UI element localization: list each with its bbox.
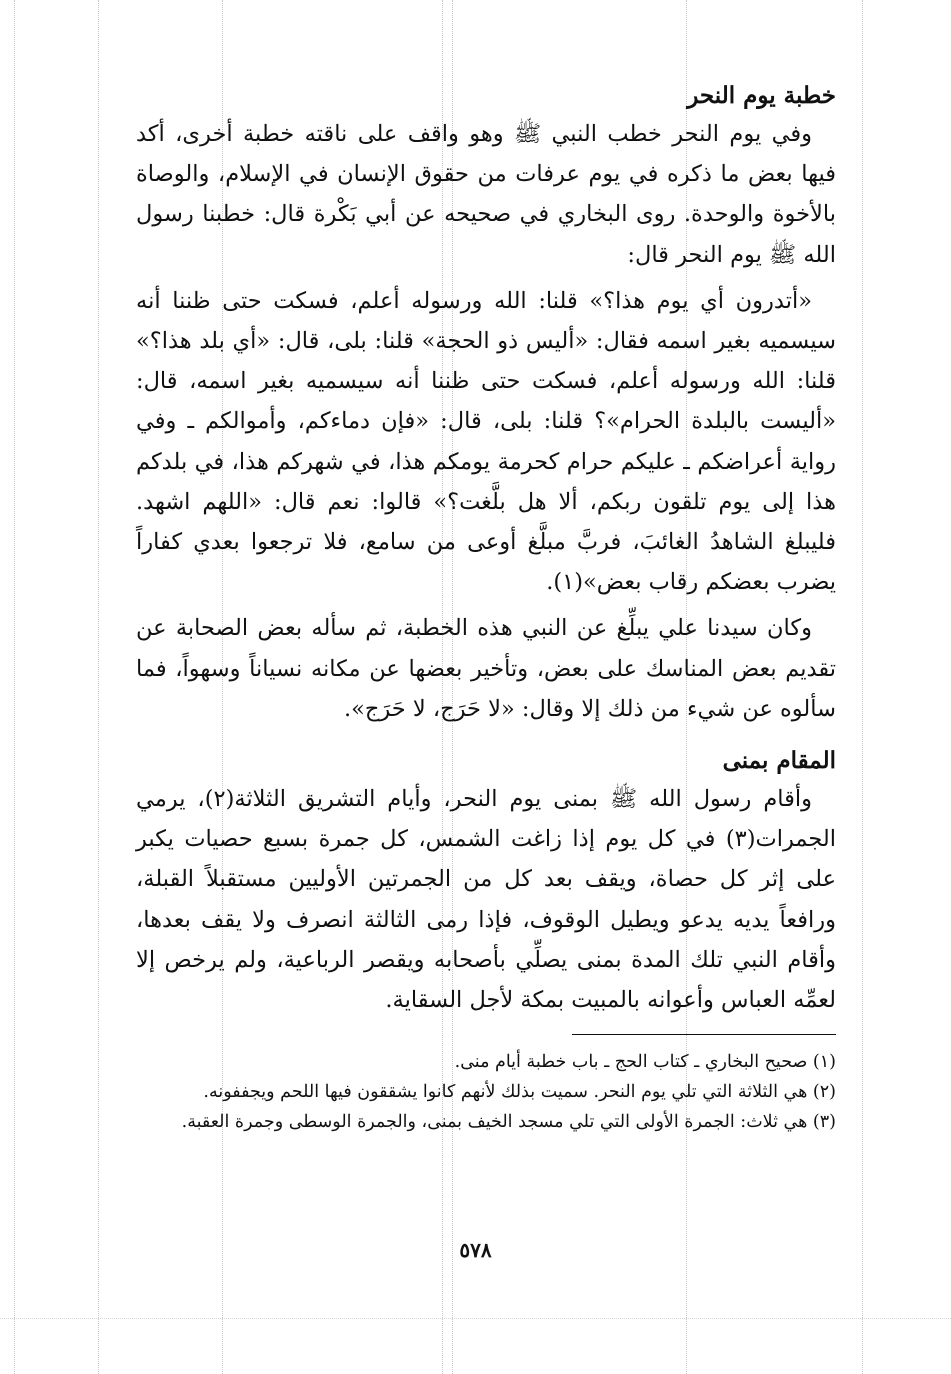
scan-guide-line (0, 1318, 951, 1319)
footnote-separator (572, 1034, 836, 1035)
paragraph-hadith-quote: «أتدرون أي يوم هذا؟» قلنا: الله ورسوله أعلم، فسكت حتى ظننا أنه سيسميه بغير اسمه فقال: «أليس ذو الحجة» قلنا: بلى، قال: «أي بلد هذا؟» قلنا: الله ورسوله أعلم، فسكت حتى ظننا أنه سيسميه بغير اسمه، قال: «أليست بالبلدة الحرام»؟ قلنا: بلى، قال: «فإن دماءكم، وأموالكم ـ وفي رواية أعراضكم ـ عليكم حرام كحرمة يومكم هذا، في شهركم هذا، في بلدكم هذا إلى يوم تلقون ربكم، ألا هل بلَّغت؟» قالوا: نعم قال: «اللهم اشهد. فليبلغ الشاهدُ الغائبَ، فربَّ مبلَّغ أوعى من سامع، فلا ترجعوا بعدي كفاراً يضرب بعضكم رقاب بعض»(١). (136, 287, 836, 596)
document-page (136, 72, 836, 1137)
paragraph: وفي يوم النحر خطب النبي ﷺ وهو واقف على ناقته خطبة أخرى، أكد فيها بعض ما ذكره في يوم عرفات من حقوق الإنسان في الإسلام، والوصاة بالأخوة والوحدة. روى البخاري في صحيحه عن أبي بَكْرة قال: خطبنا رسول الله ﷺ يوم النحر قال: (136, 121, 836, 268)
section-heading-mina: المقام بمنى (722, 747, 836, 775)
footnote-1: (١) صحيح البخاري ـ كتاب الحج ـ باب خطبة أيام منى. (454, 1052, 836, 1073)
scan-guide-line (862, 0, 863, 1374)
scan-guide-line (14, 0, 15, 1374)
footnotes (136, 1047, 836, 1137)
footnote-2: (٢) هي الثلاثة التي تلي يوم النحر. سميت بذلك لأنهم كانوا يشققون فيها اللحم ويجففونه. (203, 1082, 836, 1103)
page-number: ٥٧٨ (459, 1238, 492, 1262)
paragraph: وكان سيدنا علي يبلِّغ عن النبي هذه الخطبة، ثم سأله بعض الصحابة عن تقديم بعض المناسك على بعض، وتأخير بعضها عن مكانه نسياناً وسهواً، فما سألوه عن شيء من ذلك إلا وقال: «لا حَرَج، لا حَرَج». (136, 615, 836, 722)
footnote-3: (٣) هي ثلاث: الجمرة الأولى التي تلي مسجد الخيف بمنى، والجمرة الوسطى وجمرة العقبة. (181, 1112, 836, 1133)
section-heading-nahr: خطبة يوم النحر (687, 82, 836, 109)
scan-guide-line (98, 0, 99, 1374)
paragraph: وأقام رسول الله ﷺ بمنى يوم النحر، وأيام التشريق الثلاثة(٢)، يرمي الجمرات(٣) في كل يوم إذا زاغت الشمس، كل جمرة بسبع حصيات يكبر على إثر كل حصاة، ويقف بعد كل من الجمرتين الأوليين مستقبلاً القبلة، ورافعاً يديه يدعو ويطيل الوقوف، فإذا رمى الثالثة انصرف ولا يقف بعدها، وأقام النبي تلك المدة بمنى يصلِّي بأصحابه ويقصر الرباعية، ولم يرخص إلا لعمِّه العباس وأعوانه بالمبيت بمكة لأجل السقاية. (136, 786, 836, 1014)
